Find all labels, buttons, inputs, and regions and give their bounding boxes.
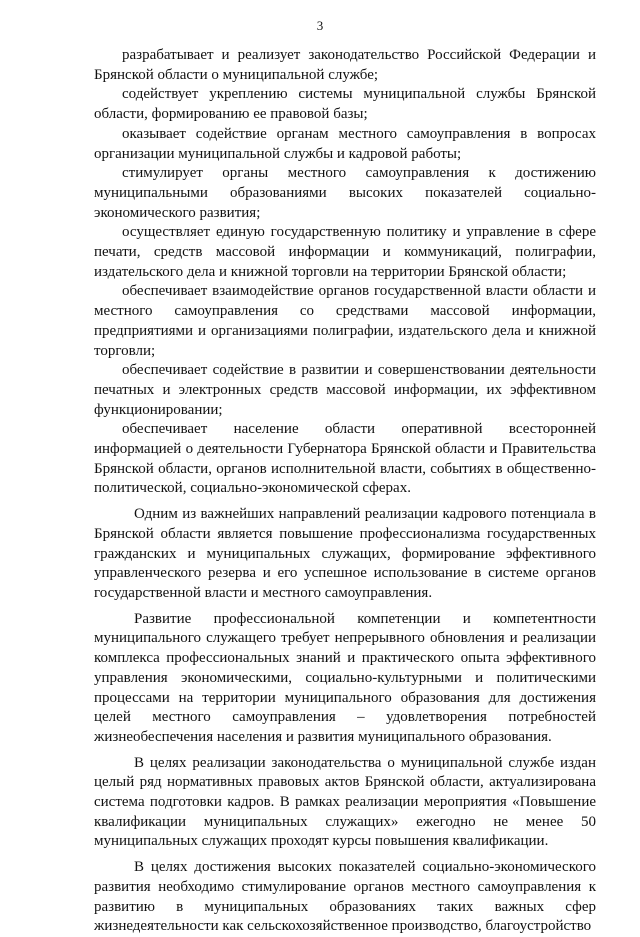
list-item: осуществляет единую государственную политику и управление в сфере печати, средств массовой информации и коммуникаций, полиграфии, издательского дела и книжной торговли на территории Брянской области; xyxy=(94,224,596,280)
list-item: обеспечивает взаимодействие органов государственной власти области и местного самоуправления со средствами массовой информации, предприятиями и организациями полиграфии, издательского дела и книжной торговли; xyxy=(94,283,596,359)
list-item: разрабатывает и реализует законодательство Российской Федерации и Брянской области о муниципальной службе; xyxy=(94,47,596,83)
list-item: стимулирует органы местного самоуправления к достижению муниципальными образованиями высоких показателей социально-экономического развития; xyxy=(94,165,596,221)
list-item: содействует укреплению системы муниципальной службы Брянской области, формированию ее правовой базы; xyxy=(94,86,596,123)
list-item: обеспечивает население области оперативной всесторонней информацией о деятельности Губернатора Брянской области и Правительства Брянской области, органов исполнительной власти, событиях в общественно-политической, социально-экономической сферах. xyxy=(94,421,596,497)
paragraph-personnel-potential: Одним из важнейших направлений реализации кадрового потенциала в Брянской области является повышение профессионализма государственных гражданских и муниципальных служащих, формирование эффективного управленческого резерва и его успешное использование в системе органов государственной власти и местного самоуправления. xyxy=(94,506,596,601)
paragraph-socio-economic: В целях достижения высоких показателей социально-экономического развития необходимо стимулирование органов местного самоуправления к развитию в муниципальных образованиях таких важных сфер жизнедеятельности как сельскохозяйственное производство, благоустройство xyxy=(94,859,596,935)
document-body xyxy=(94,46,596,937)
paragraph-legislation: В целях реализации законодательства о муниципальной службе издан целый ряд нормативных правовых актов Брянской области, актуализирована система подготовки кадров. В рамках реализации мероприятия «Повышение квалификации муниципальных служащих» ежегодно не менее 50 муниципальных служащих проходят курсы повышения квалификации. xyxy=(94,754,596,850)
page-number: 3 xyxy=(316,18,324,33)
list-item: оказывает содействие органам местного самоуправления в вопросах организации муниципальной службы и кадровой работы; xyxy=(94,125,596,162)
list-item: обеспечивает содействие в развитии и совершенствовании деятельности печатных и электронных средств массовой информации, их эффективном функционировании; xyxy=(94,362,596,418)
paragraph-professional-competence: Развитие профессиональной компетенции и компетентности муниципального служащего требует непрерывного обновления и реализации комплекса профессиональных знаний и практического опыта эффективного управления экономическими, социально-культурными и политическими процессами на территории муниципального образования для достижения целей местного самоуправления – удовлетворения потребностей жизнеобеспечения населения и развития муниципального образования. xyxy=(94,610,596,745)
